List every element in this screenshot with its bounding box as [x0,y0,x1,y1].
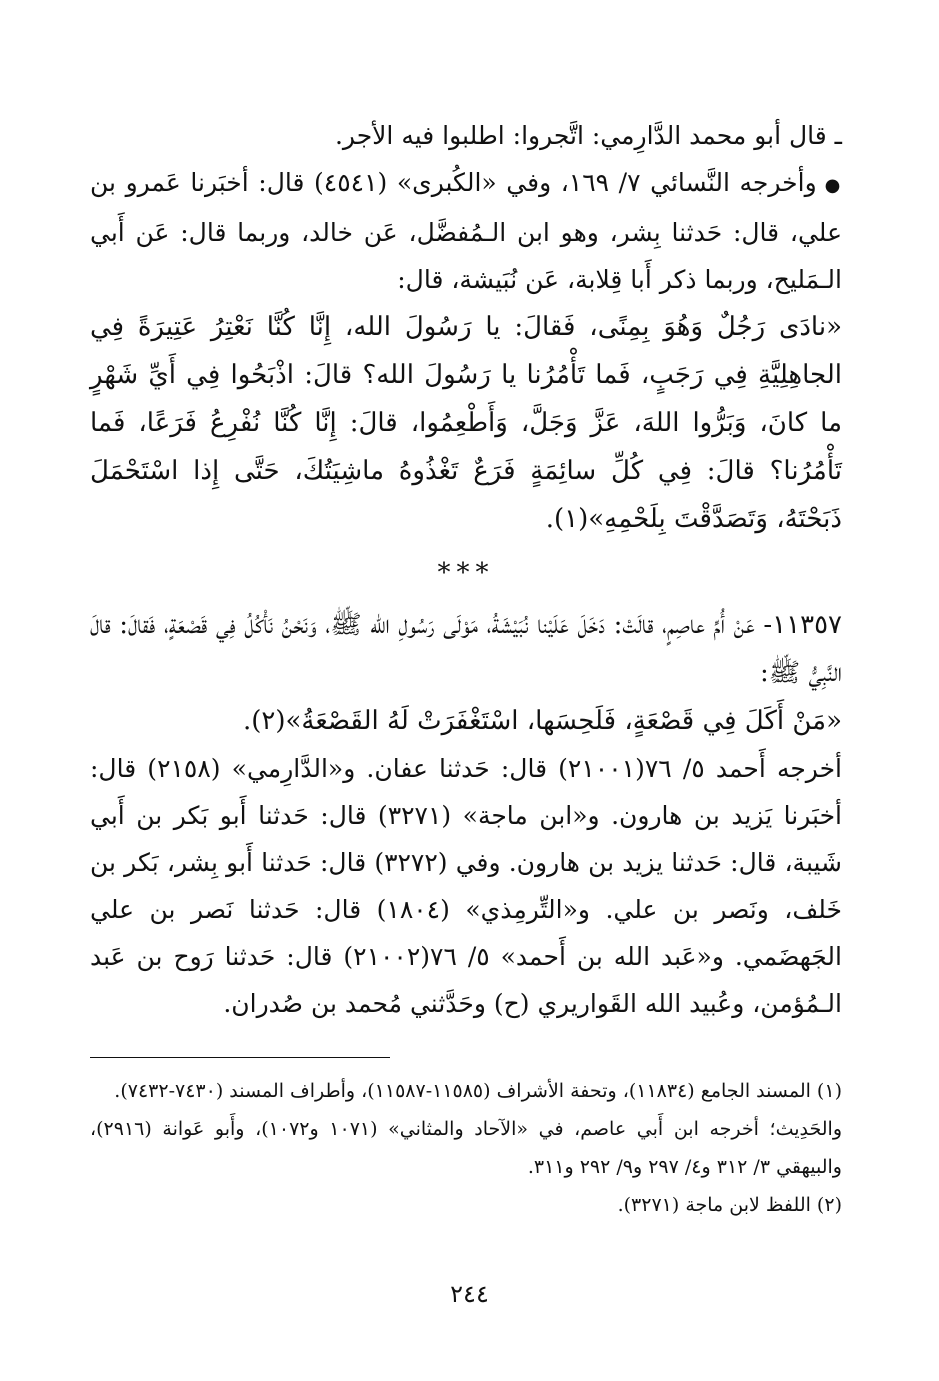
footnote: (٢) اللفظ لابن ماجة (٣٢٧١). [617,1194,842,1216]
footnote: والحَدِيث؛ أخرجه ابن أَبي عاصم، في «الآحاد والمثاني» (١٠٧١ و١٠٧٢)، وأَبو عَوانة (٢٩١٦)، والبيهقي ٣/ ٣١٢ و٤/ ٢٩٧ و٩/ ٢٩٢ و٣١١. [90,1118,842,1178]
hadith-text: «مَنْ أَكَلَ فِي قَصْعَةٍ، فَلَحِسَها، اسْتَغْفَرَتْ لَهُ القَصْعَةُ»(٢). [242,706,842,736]
takhrij-text: وأخرجه النَّسائي ٧/ ١٦٩، وفي «الكُبرى» (٤٥٤١) قال: أخبَرنا عَمرو بن علي، قال: حَدثنا بِشر، وهو ابن الـمُفضَّل، عَن خالد، وربما قال: عَن أَبي الـمَليح، وربما ذكر أَبا قِلابة، عَن نُبَيشة، قال: [90,168,842,294]
bullet-icon: ● [824,175,842,196]
hadith-heading: ١١٣٥٧- عَنْ أُمِّ عاصِمٍ، قالَتْ: دَخَلَ عَلَيْنا نُبَيْشَةُ، مَوْلَى رَسُولِ الله ﷺ، وَنَحْنُ نَأْكُلُ فِي قَصْعَةٍ، فَقالَ: قالَ النَّبِيُّ ﷺ: [90,610,842,688]
section-separator: *** [437,558,495,588]
footnote-divider [90,1057,390,1058]
takhrij-paragraph [90,159,842,303]
footnote: (١) المسند الجامع (١١٨٣٤)، وتحفة الأشراف (١١٥٨٥-١١٥٨٧)، وأطراف المسند (٧٤٣٠-٧٤٣٢). [114,1080,842,1102]
takhrij-paragraph: أخرجه أَحمد ٥/ ٧٦(٢١٠٠١) قال: حَدثنا عفان. و«الدَّارِمي» (٢١٥٨) قال: أخبَرنا يَزيد بن هارون. و«ابن ماجة» (٣٢٧١) قال: حَدثنا أَبو بَكر بن أَبي شَيبة، قال: حَدثنا يزيد بن هارون. وفي (٣٢٧٢) قال: حَدثنا أَبو بِشر، بَكر بن خَلف، ونَصر بن علي. و«التِّرمِذي» (١٨٠٤) قال: حَدثنا نَصر بن علي الجَهضَمي. و«عَبد الله بن أَحمد» ٥/ ٧٦(٢١٠٠٢) قال: حَدثنا رَوح بن عَبد الـمُؤمن، وعُبيد الله القَواريري (ح) وحَدَّثني مُحمد بن صُدران. [90,754,842,1018]
commentary-paragraph: ـ قال أبو محمد الدَّارِمي: اتَّجروا: اطلبوا فيه الأجر. [334,121,842,150]
hadith-text: «نادَى رَجُلٌ وَهُوَ بِمِنًى، فَقالَ: يا رَسُولَ الله، إِنَّا كُنَّا نَعْتِرُ عَتِيرَةً فِي الجاهِلِيَّةِ فِي رَجَبٍ، فَما تَأْمُرُنا يا رَسُولَ الله؟ قالَ: اذْبَحُوا فِي أَيِّ شَهْرٍ ما كانَ، وَبَرُّوا اللهَ، عَزَّ وَجَلَّ، وَأَطْعِمُوا، قالَ: إِنَّا كُنَّا نُفْرِعُ فَرَعًا، فَما تَأْمُرُنا؟ قالَ: فِي كُلِّ سائِمَةٍ فَرَعٌ تَغْذُوهُ ماشِيَتُكَ، حَتَّى إِذا اسْتَحْمَلَ ذَبَحْتَهُ، وَتَصَدَّقْتَ بِلَحْمِهِ»(١). [90,312,842,534]
page-number: ٢٤٤ [450,1280,489,1308]
